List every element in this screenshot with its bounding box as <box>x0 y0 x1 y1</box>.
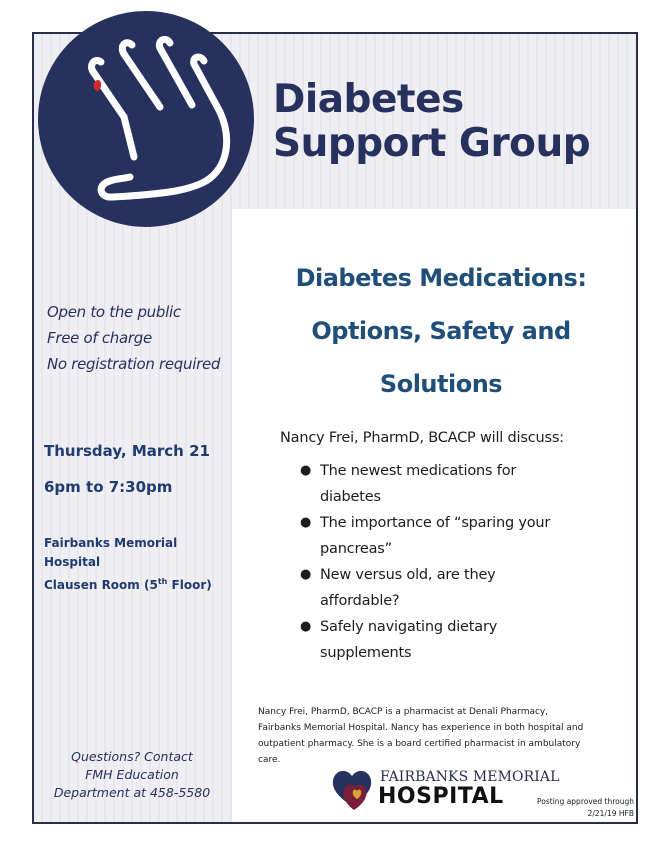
topic-line: The importance of “sparing your <box>320 515 551 531</box>
hospital-name-big: HOSPITAL <box>378 784 504 809</box>
bullet-icon: ● <box>300 619 312 634</box>
venue-room-post: Floor) <box>167 578 212 592</box>
topic-line: The newest medications for <box>320 463 517 479</box>
event-venue <box>44 534 234 595</box>
bullet-icon: ● <box>300 515 312 530</box>
event-title <box>252 252 630 411</box>
topic-line: diabetes <box>320 489 381 505</box>
bullet-icon: ● <box>300 567 312 582</box>
hand-fingerstick-icon <box>38 11 254 227</box>
venue-line-1: Fairbanks Memorial <box>44 536 178 550</box>
topic-line: pancreas” <box>320 541 392 557</box>
topic-line: New versus old, are they <box>320 567 496 583</box>
event-title-line-1: Diabetes Medications: <box>295 264 587 292</box>
topic-list <box>300 458 600 666</box>
title-line-2: Support Group <box>273 121 591 166</box>
list-item <box>300 510 600 562</box>
event-title-line-2: Options, Safety and <box>311 317 571 345</box>
bio-line: outpatient pharmacy. She is a board certified pharmacist in ambulatory <box>258 739 581 749</box>
event-title-line-3: Solutions <box>379 370 503 398</box>
bio-line: Fairbanks Memorial Hospital. Nancy has experience in both hospital and <box>258 723 584 733</box>
list-item <box>300 562 600 614</box>
info-line-public: Open to the public <box>47 303 181 321</box>
page-title <box>273 78 590 166</box>
contact-line-3: Department at 458-5580 <box>53 785 211 800</box>
list-item <box>300 614 600 666</box>
event-time: 6pm to 7:30pm <box>44 478 173 496</box>
access-info <box>47 299 237 377</box>
topic-line: affordable? <box>320 593 400 609</box>
hospital-heart-icon <box>330 766 380 812</box>
topic-line: supplements <box>320 645 412 661</box>
bio-line: Nancy Frei, PharmD, BCACP is a pharmacist at Denali Pharmacy, <box>258 707 549 717</box>
title-line-1: Diabetes <box>273 77 464 122</box>
info-line-free: Free of charge <box>47 329 152 347</box>
support-group-logo <box>38 11 254 227</box>
info-line-registration: No registration required <box>47 355 221 373</box>
posting-line-2: 2/21/19 HFB <box>587 809 634 818</box>
contact-line-1: Questions? Contact <box>71 749 193 764</box>
venue-room-sup: th <box>157 577 168 586</box>
event-date: Thursday, March 21 <box>44 442 210 460</box>
topic-line: Safely navigating dietary <box>320 619 498 635</box>
hospital-name-small: FAIRBANKS MEMORIAL <box>380 769 560 785</box>
list-item <box>300 458 600 510</box>
venue-room <box>44 572 234 595</box>
contact-line-2: FMH Education <box>85 767 179 782</box>
venue-line-2: Hospital <box>44 555 101 569</box>
speaker-intro: Nancy Frei, PharmD, BCACP will discuss: <box>280 430 564 446</box>
bio-line: care. <box>258 755 281 765</box>
bullet-icon: ● <box>300 463 312 478</box>
posting-approval <box>504 796 634 820</box>
contact-info <box>44 748 220 802</box>
posting-line-1: Posting approved through <box>537 797 634 806</box>
venue-room-pre: Clausen Room (5 <box>44 578 158 592</box>
speaker-bio <box>258 704 620 768</box>
